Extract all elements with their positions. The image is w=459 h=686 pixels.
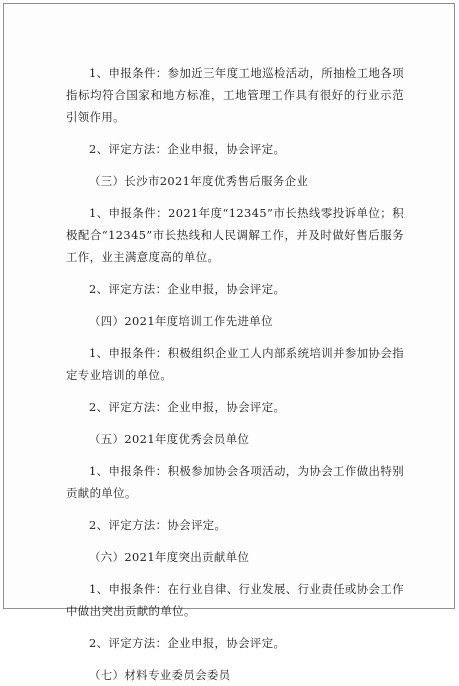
section-heading: （五）2021年度优秀会员单位 (89, 432, 250, 446)
criteria-paragraph: 1、申报条件：2021年度“12345”市长热线零投诉单位；积极配合“12345”市长热线和人民调解工作，并及时做好售后服务工作，业主满意度高的单位。 (66, 206, 404, 264)
section-heading: （四）2021年度培训工作先进单位 (89, 314, 273, 328)
section-heading: （七）材料专业委员会委员 (89, 668, 231, 682)
criteria-paragraph: 1、申报条件：积极组织企业工人内部系统培训并参加协会指定专业培训的单位。 (66, 346, 404, 382)
section-heading: （三）长沙市2021年度优秀售后服务企业 (89, 174, 309, 188)
method-paragraph: 2、评定方法：企业申报，协会评定。 (89, 400, 286, 414)
criteria-paragraph: 1、申报条件：在行业自律、行业发展、行业责任或协会工作中做出突出贡献的单位。 (66, 582, 404, 618)
method-paragraph: 2、评定方法：企业申报，协会评定。 (89, 282, 286, 296)
document-page (3, 3, 455, 682)
document-body (66, 62, 404, 686)
method-paragraph: 2、评定方法：企业申报，协会评定。 (89, 142, 286, 156)
method-paragraph: 2、评定方法：协会评定。 (89, 518, 227, 532)
section-heading: （六）2021年度突出贡献单位 (89, 550, 250, 564)
criteria-paragraph: 1、申报条件：积极参加协会各项活动，为协会工作做出特别贡献的单位。 (66, 464, 404, 500)
method-paragraph: 2、评定方法：企业申报，协会评定。 (89, 636, 286, 650)
criteria-paragraph: 1、申报条件：参加近三年度工地巡检活动，所抽检工地各项指标均符合国家和地方标准，工地管理工作具有很好的行业示范引领作用。 (66, 66, 404, 124)
